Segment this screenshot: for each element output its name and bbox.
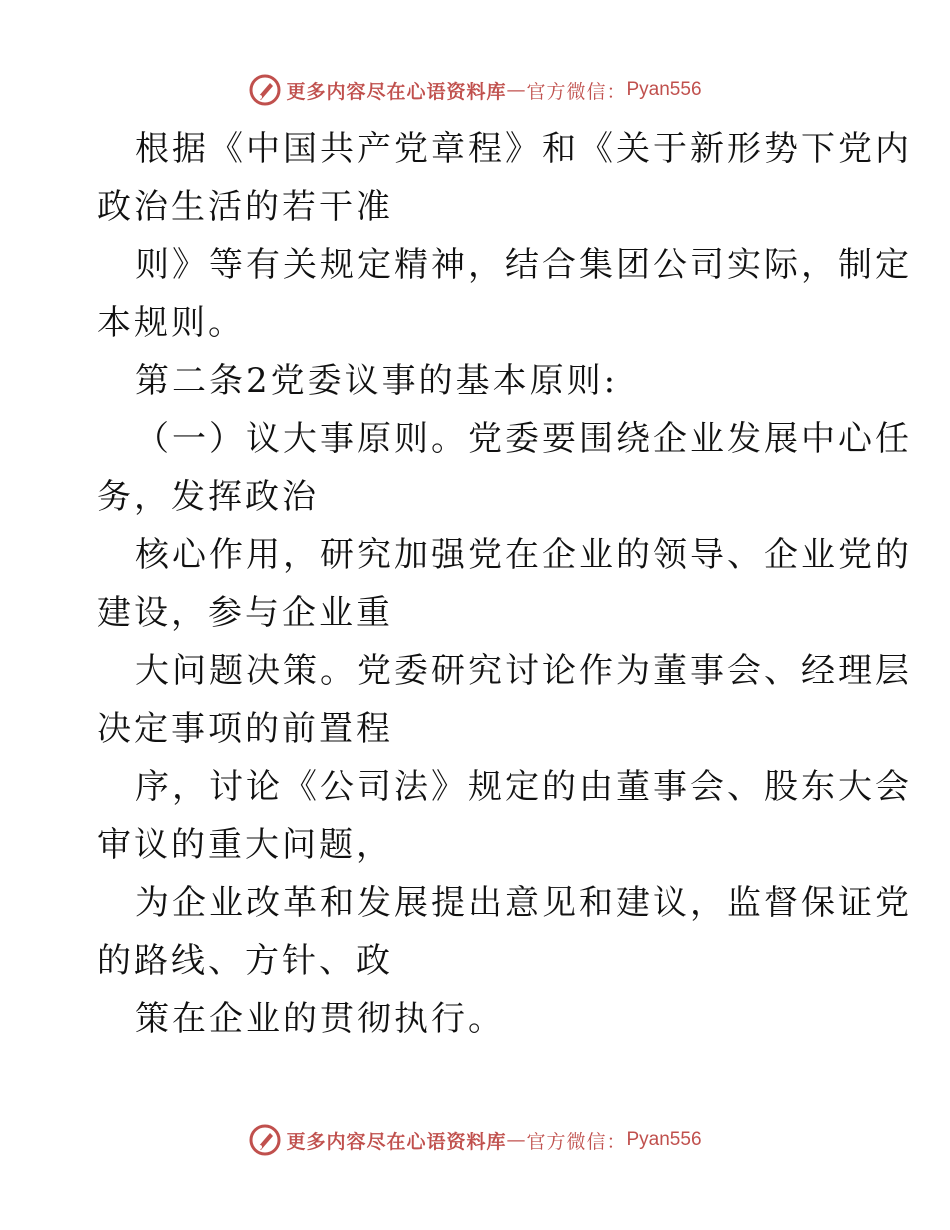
pen-nib-logo-icon [248, 1123, 282, 1157]
text-line: 大问题决策。党委研究讨论作为董事会、经理层 [135, 651, 912, 691]
banner-dash: — [506, 79, 527, 101]
header-banner [0, 70, 950, 110]
document-body [97, 120, 912, 1048]
text-line: 务，发挥政治 [97, 477, 319, 517]
pen-nib-logo-icon [248, 73, 282, 107]
text-line: （一）议大事原则。党委要围绕企业发展中心任 [135, 419, 912, 459]
text-line: 根据《中国共产党章程》和《关于新形势下党内 [135, 129, 912, 169]
text-line: 序，讨论《公司法》规定的由董事会、股东大会 [135, 767, 912, 807]
banner-wechat-label: 官方微信： [526, 1130, 627, 1153]
text-line: 决定事项的前置程 [97, 709, 393, 749]
text-line: 则》等有关规定精神，结合集团公司实际，制定 [135, 245, 912, 285]
text-line: 核心作用，研究加强党在企业的领导、企业党的 [135, 535, 912, 575]
footer-banner [0, 1120, 950, 1160]
text-line: 建设，参与企业重 [97, 593, 393, 633]
text-line: 审议的重大问题， [97, 825, 393, 865]
text-line: 第二条2党委议事的基本原则: [135, 361, 619, 401]
banner-text: 更多内容尽在心语资料库 [286, 1130, 507, 1153]
text-line: 为企业改革和发展提出意见和建议，监督保证党 [135, 883, 912, 923]
text-line: 的路线、方针、政 [97, 941, 393, 981]
banner-wechat-label: 官方微信： [526, 80, 627, 103]
text-line: 本规则。 [97, 303, 245, 343]
banner-dash: — [506, 1129, 527, 1151]
banner-text: 更多内容尽在心语资料库 [286, 80, 507, 103]
banner-wechat-id: Pyan556 [626, 79, 702, 100]
banner-wechat-id: Pyan556 [626, 1129, 702, 1150]
text-line: 策在企业的贯彻执行。 [135, 999, 505, 1039]
text-line: 政治生活的若干准 [97, 187, 393, 227]
